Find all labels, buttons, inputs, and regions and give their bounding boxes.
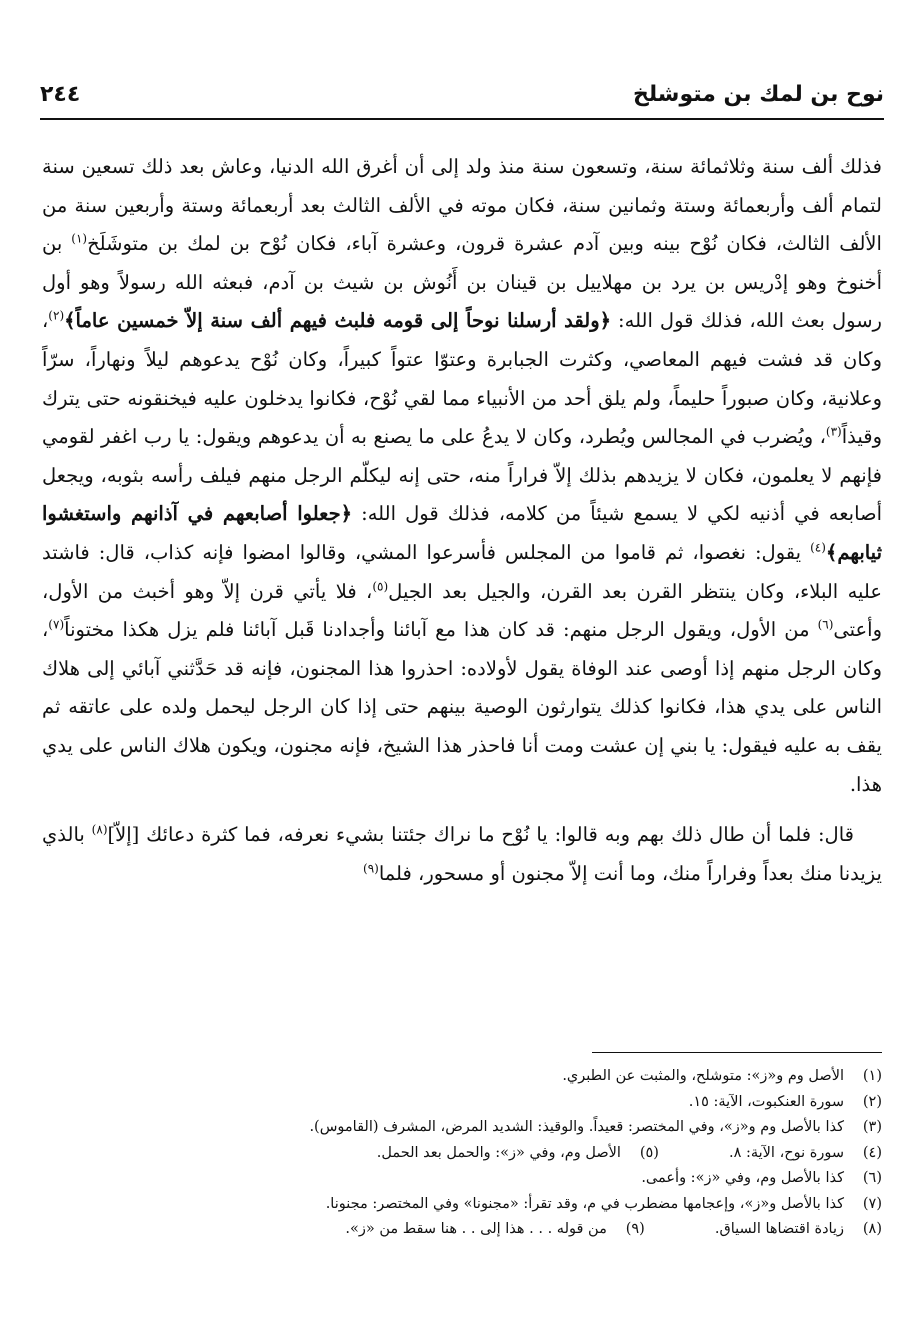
- footnote-number: (١): [862, 1068, 882, 1084]
- footnote-number: (٨): [862, 1221, 882, 1237]
- footnote: [42, 1090, 882, 1116]
- text-run: قال: فلما أن طال ذلك بهم وبه قالوا: يا نُوْح ما نراك جئتنا بشيء نعرفه، فما كثرة دعائك [إلاّ]: [107, 823, 854, 847]
- footnote-ref-7: (٧): [48, 617, 65, 632]
- footnote-text: كذا بالأصل وم، وفي «ز»: وأعمى.: [641, 1170, 844, 1186]
- footnote-number: (٥): [639, 1144, 659, 1161]
- footnote-text: سورة نوح، الآية: ٨.: [728, 1144, 844, 1161]
- footnote-ref-6: (٦): [817, 617, 834, 632]
- footnote-number: (٩): [625, 1221, 645, 1237]
- footnote-ref-3: (٣): [825, 424, 842, 439]
- footnote-ref-4: (٤): [810, 540, 826, 555]
- footnote-number: (٤): [862, 1144, 882, 1161]
- footnote-text: زيادة اقتضاها السياق.: [714, 1221, 844, 1237]
- footnote-text: سورة العنكبوت، الآية: ١٥.: [688, 1093, 844, 1110]
- footnote-text: كذا بالأصل و«ز»، وإعجامها مضطرب في م، وقد تقرأ: «مجنونا» وفي المختصر: مجنونا.: [325, 1195, 844, 1212]
- page-header: [40, 78, 884, 120]
- text-run: ، ويُضرب في المجالس ويُطرد، وكان لا يدعُ على ما يصنع به أن يدعوهم ويقول: يا رب اغفر لقومي فإنهم لا يعلمون، فكان لا يزيدهم بذلك إلاّ فراراً منه، حتى إنه ليكلّم الرجل منهم فيلف رأسه بثوبه، ويجعل أصابعه في أذنيه لكي لا يسمع شيئاً من كلامه، فذلك قول الله:: [42, 425, 883, 526]
- text-run: ، وكان قد فشت فيهم المعاصي، وكثرت الجبابرة وعتوّا عتواً كبيراً، وكان نُوْح يدعوهم ليلاً ونهاراً، سرّاً وعلانية، وكان صبوراً حليماً، ولم يلق أحد من الأنبياء مما لقي نُوْح، فكانوا يدخلون عليه فيخنقونه حتى يترك وقيذاً: [42, 309, 882, 449]
- text-run: فذلك ألف سنة وثلاثمائة سنة، وتسعون سنة منذ ولد إلى أن أغرق الله الدنيا، وعاش بعد ذلك تسعين سنة لتمام ألف وأربعمائة وستة وثمانين سنة، فكان موته في الألف الثالث بعد أربعمائة وستة وأربعين سنة من الألف الثالث، فكان نُوْح بينه وبين آدم عشرة قرون، وعشرة آباء، فكان نُوْح بن لمك بن متوشَلَخ: [42, 155, 882, 256]
- text-run: من الأول، ويقول الرجل منهم: قد كان هذا مع آبائنا وأجدادنا قَبل آبائنا فلم يزل هكذا مختوناً: [64, 618, 818, 642]
- text-run: بن أخنوخ وهو إدْريس بن يرد بن مهلاييل بن قينان بن أَنُوش بن شيث بن آدم، فبعثه الله رسولاً وهو أول رسول بعث الله، فذلك قول الله:: [42, 232, 882, 333]
- footnote-text: كذا بالأصل وم و«ز»، وفي المختصر: قعيداً. والوقيذ: الشديد المرض، المشرف (القاموس).: [309, 1119, 844, 1135]
- footnote: [42, 1064, 882, 1090]
- running-title: نوح بن لمك بن متوشلخ: [632, 82, 884, 107]
- footnote: [42, 1141, 882, 1167]
- text-run: ، فلا يأتي قرن إلاّ وهو أخبث من الأول، وأعتى: [42, 579, 882, 642]
- footnote-text: الأصل وم و«ز»: متوشلح، والمثبت عن الطبري.: [562, 1068, 844, 1084]
- footnote-ref-1: (١): [71, 231, 88, 246]
- footnote: [42, 1115, 882, 1141]
- footnotes: [42, 1064, 882, 1243]
- footnote-ref-9: (٩): [363, 861, 379, 876]
- footnote-divider: [592, 1052, 882, 1053]
- footnote-number: (٧): [862, 1195, 882, 1212]
- footnote-number: (٢): [862, 1093, 882, 1110]
- footnote: [42, 1217, 882, 1243]
- text-run: يقول: نغصوا، ثم قاموا من المجلس فأسرعوا المشي، وقالوا امضوا فإنه كذاب، قال: فاشتد عليه البلاء، وكان ينتظر القرن بعد القرن، والجيل بعد الجيل: [42, 540, 883, 603]
- main-text: [42, 148, 882, 893]
- footnote-ref-8: (٨): [91, 822, 108, 837]
- footnote-number: (٣): [862, 1119, 882, 1135]
- footnote-text: من قوله . . . هذا إلى . . هنا سقط من «ز».: [345, 1221, 607, 1237]
- paragraph-1: [42, 148, 882, 804]
- quran-quote-2: ﴿جعلوا أصابعهم في آذانهم واستغشوا ثيابهم﴾: [42, 502, 882, 564]
- footnote-text: الأصل وم، وفي «ز»: والحمل بعد الحمل.: [376, 1144, 621, 1161]
- footnote-ref-2: (٢): [48, 308, 65, 323]
- footnote-number: (٦): [862, 1170, 882, 1186]
- footnote-ref-5: (٥): [372, 579, 389, 594]
- text-run: بالذي يزيدنا منك بعداً وفراراً منك، وما أنت إلاّ مجنون أو مسحور، فلما: [42, 823, 882, 885]
- quran-quote-1: ﴿ولقد أرسلنا نوحاً إلى قومه فلبث فيهم ألف سنة إلاّ خمسين عاماً﴾: [64, 309, 612, 333]
- footnote: [42, 1192, 882, 1218]
- page-number: ٢٤٤: [40, 82, 81, 107]
- paragraph-2: [42, 816, 882, 893]
- text-run: ، وكان الرجل منهم إذا أوصى عند الوفاة يقول لأولاده: احذروا هذا المجنون، فإنه قد حَدَّثني آبائي إلى هلاك الناس على يدي هذا، فكانوا كذلك يتوارثون الوصية بينهم حتى إذا كان الرجل ليحمل ولده على عاتقه ثم يقف به عليه فيقول: يا بني إن عشت ومت أنا فاحذر هذا الشيخ، فإنه مجنون، ويكون هلاك الناس على يدي هذا.: [42, 618, 882, 796]
- footnote: [42, 1166, 882, 1192]
